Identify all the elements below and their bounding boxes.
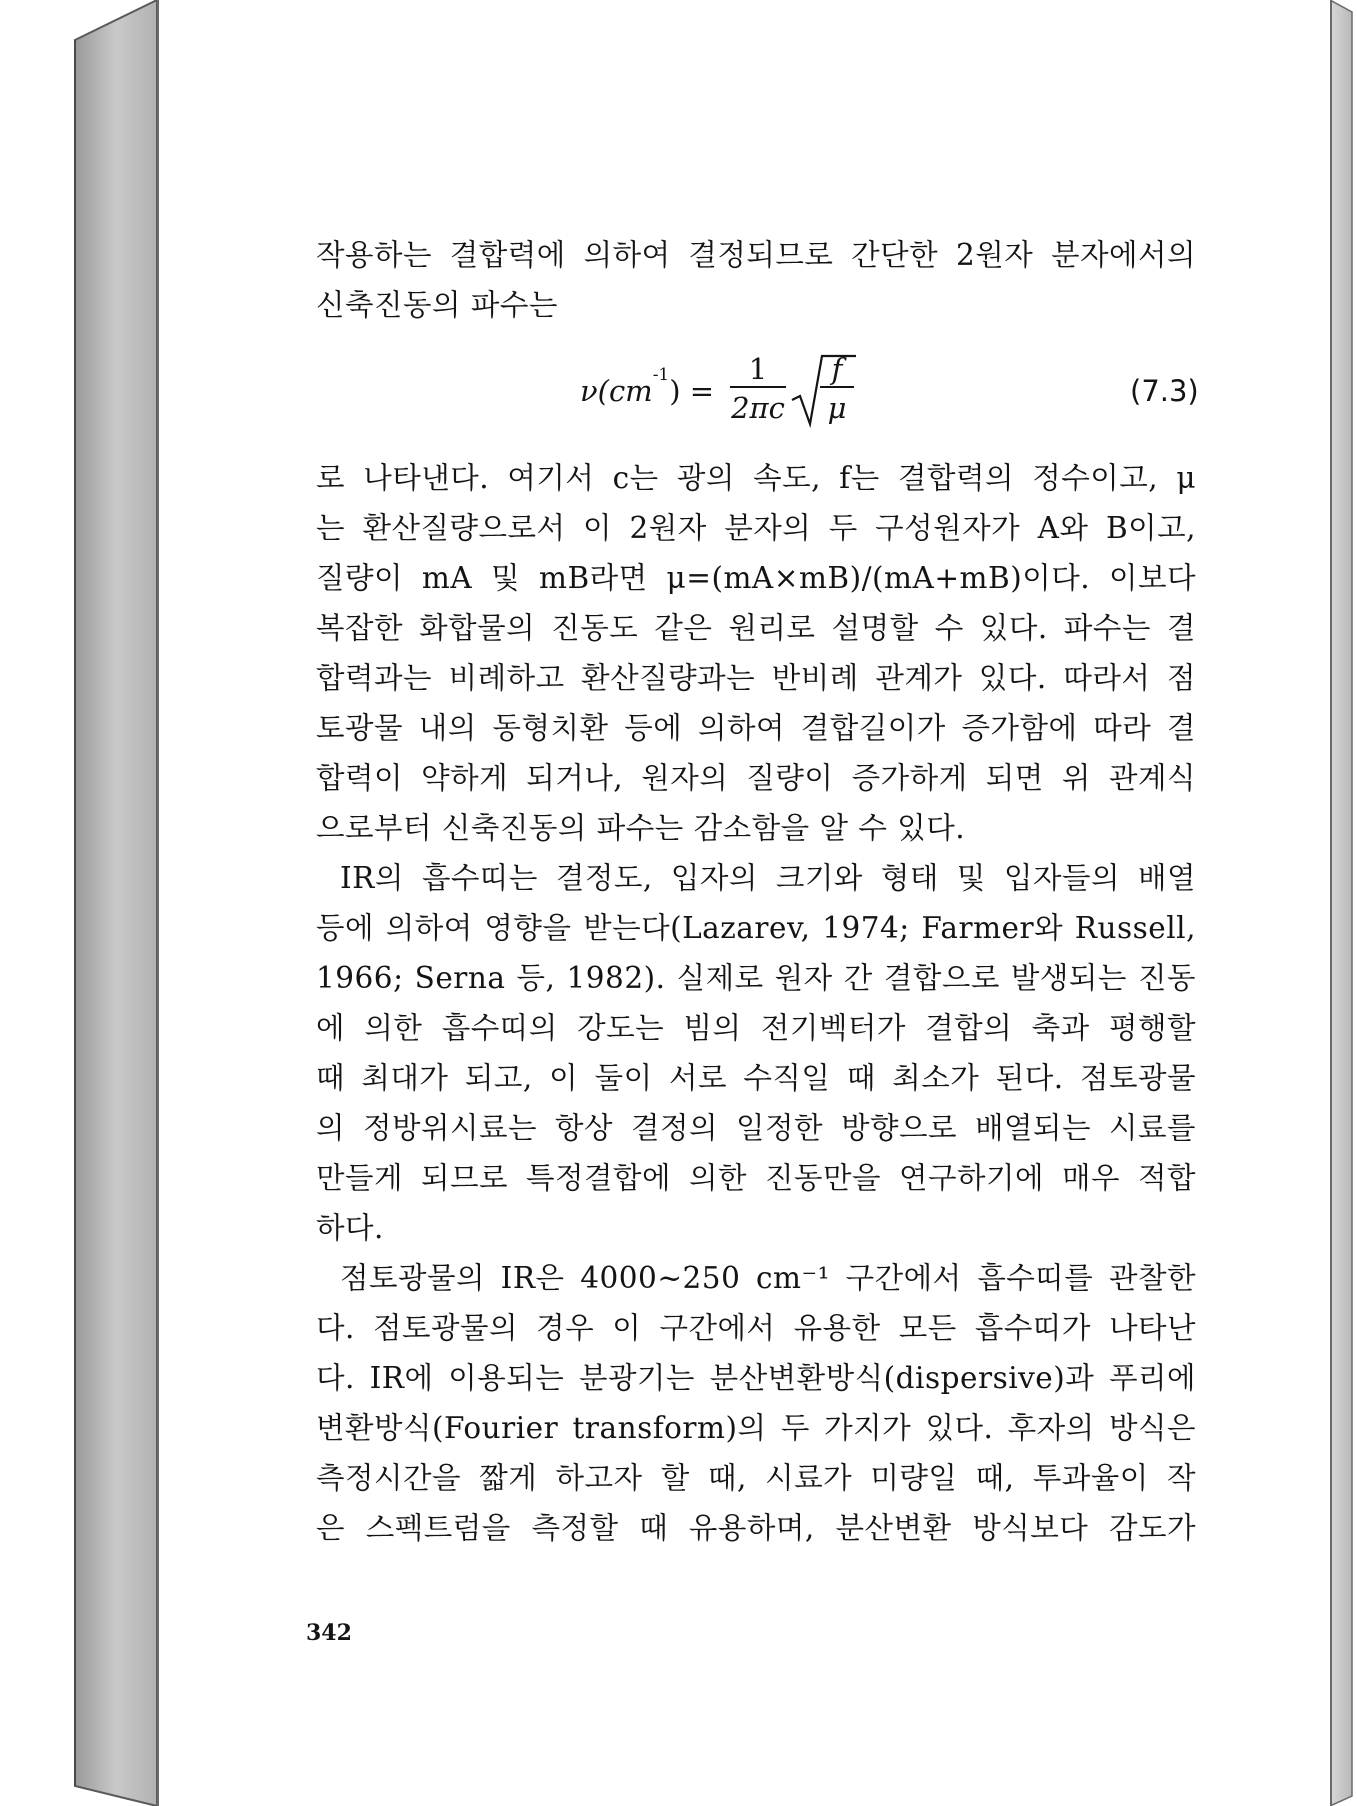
equation-lhs: $\nu(cm^{-1})$ = [580, 365, 715, 408]
body-line: 변환방식(Fourier transform)의 두 가지가 있다. 후자의 방식은 [316, 1411, 1196, 1445]
body-line: 복잡한 화합물의 진동도 같은 원리로 설명할 수 있다. 파수는 결 [316, 611, 1196, 645]
body-line: 하다. [316, 1211, 384, 1245]
body-line: 다. IR에 이용되는 분광기는 분산변환방식(dispersive)과 푸리에 [316, 1361, 1196, 1395]
body-line: 다. 점토광물의 경우 이 구간에서 유용한 모든 흡수띠가 나타난 [316, 1311, 1196, 1345]
body-line: IR의 흡수띠는 결정도, 입자의 크기와 형태 및 입자들의 배열 [340, 861, 1196, 895]
book-edge-left [0, 0, 160, 1806]
equation-number: (7.3) [1130, 374, 1199, 408]
body-line: 작용하는 결합력에 의하여 결정되므로 간단한 2원자 분자에서의 [316, 238, 1196, 272]
equation-7-3 [580, 352, 880, 432]
body-line: 1966; Serna 등, 1982). 실제로 원자 간 결합으로 발생되는 진동 [316, 961, 1196, 995]
body-line: 측정시간을 짧게 하고자 할 때, 시료가 미량일 때, 투과율이 작 [316, 1461, 1196, 1495]
body-line: 로 나타낸다. 여기서 c는 광의 속도, f는 결합력의 정수이고, μ [316, 461, 1196, 495]
page-number: 342 [306, 1620, 352, 1646]
equation-sqrt-fraction: f μ [820, 352, 854, 428]
body-line: 만들게 되므로 특정결합에 의한 진동만을 연구하기에 매우 적합 [316, 1161, 1196, 1195]
body-line: 합력이 약하게 되거나, 원자의 질량이 증가하게 되면 위 관계식 [316, 761, 1196, 795]
body-line: 합력과는 비례하고 환산질량과는 반비례 관계가 있다. 따라서 점 [316, 661, 1196, 695]
body-line: 은 스펙트럼을 측정할 때 유용하며, 분산변환 방식보다 감도가 [316, 1511, 1196, 1545]
equation-fraction: 1 2πc [731, 352, 785, 425]
body-line: 신축진동의 파수는 [316, 288, 558, 322]
body-line: 토광물 내의 동형치환 등에 의하여 결합길이가 증가함에 따라 결 [316, 711, 1196, 745]
body-line: 때 최대가 되고, 이 둘이 서로 수직일 때 최소가 된다. 점토광물 [316, 1061, 1196, 1095]
body-line: 의 정방위시료는 항상 결정의 일정한 방향으로 배열되는 시료를 [316, 1111, 1196, 1145]
body-line: 등에 의하여 영향을 받는다(Lazarev, 1974; Farmer와 Russell, [316, 911, 1196, 945]
book-edge-right [1330, 0, 1357, 1806]
body-line: 점토광물의 IR은 4000~250 cm⁻¹ 구간에서 흡수띠를 관찰한 [340, 1261, 1196, 1295]
body-line: 는 환산질량으로서 이 2원자 분자의 두 구성원자가 A와 B이고, [316, 511, 1196, 545]
body-line: 으로부터 신축진동의 파수는 감소함을 알 수 있다. [316, 811, 966, 845]
body-line: 에 의한 흡수띠의 강도는 빔의 전기벡터가 결합의 축과 평행할 [316, 1011, 1196, 1045]
body-line: 질량이 mA 및 mB라면 μ=(mA×mB)/(mA+mB)이다. 이보다 [316, 561, 1196, 595]
